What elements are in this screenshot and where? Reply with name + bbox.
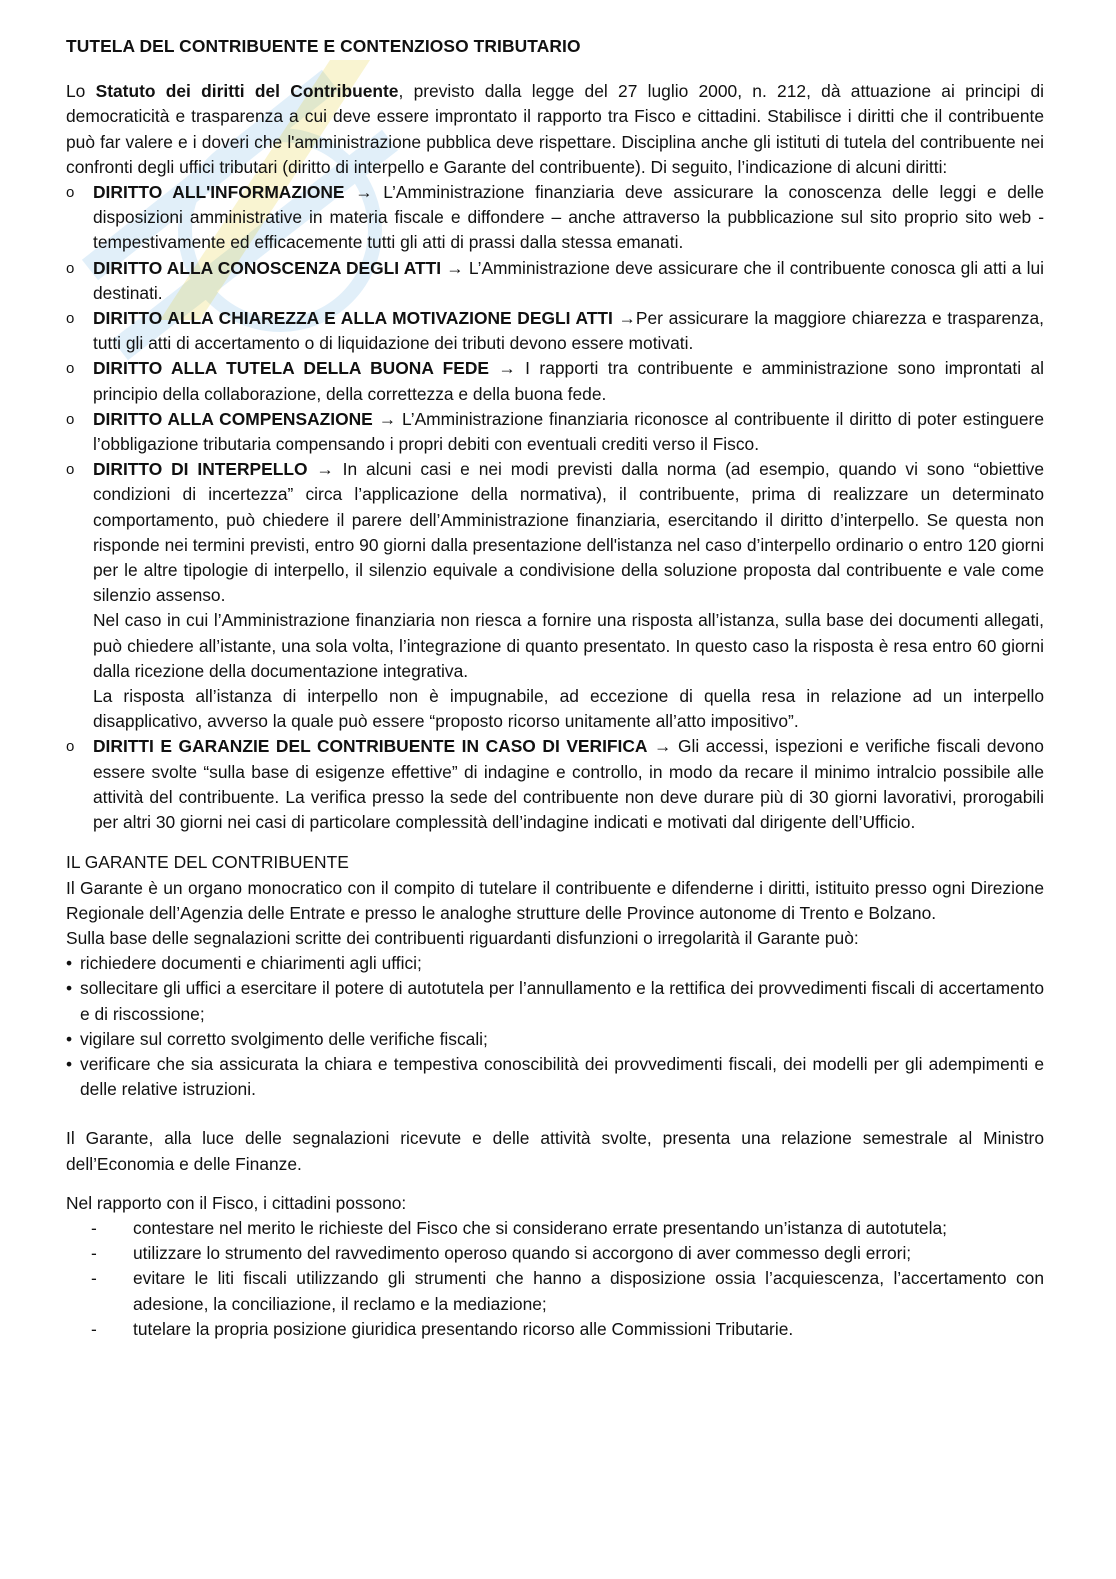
- dot-glyph: •: [66, 978, 73, 999]
- intro-before: Lo: [66, 81, 96, 102]
- garante-paragraph-2: Sulla base delle segnalazioni scritte dei contribuenti riguardanti disfunzioni o irregolarità il Garante può:: [66, 927, 859, 948]
- rapporto-item: [91, 1241, 1044, 1266]
- right-text: → I rapporti tra contribuente e amministrazione sono improntati al principio della collaborazione, della correttezza e della buona fede.: [93, 358, 1044, 404]
- power-text: richiedere documenti e chiarimenti agli uffici;: [80, 953, 422, 974]
- power-text: sollecitare gli uffici a esercitare il potere di autotutela per l’annullamento e la rettifica dei provvedimenti fiscali di accertamento e di riscossione;: [80, 978, 1044, 1024]
- dash-glyph: -: [91, 1268, 97, 1289]
- bullet-glyph: o: [66, 738, 75, 756]
- right-text: → L’Amministrazione finanziaria riconosce al contribuente il diritto di poter estinguere l’obbligazione tributaria compensando i propri debiti con eventuali crediti verso il Fisco.: [93, 408, 1044, 455]
- power-text: verificare che sia assicurata la chiara e tempestiva conoscibilità dei provvedimenti fiscali, dei modelli per gli adempimenti e delle relative istruzioni.: [80, 1053, 1044, 1100]
- dash-glyph: -: [91, 1243, 97, 1264]
- garante-heading: IL GARANTE DEL CONTRIBUENTE: [66, 852, 349, 873]
- garante-paragraph-1: Il Garante è un organo monocratico con il compito di tutelare il contribuente e difenderne i diritti, istituito presso ogni Direzione Regionale dell’Agenzia delle Entrate e presso le analoghe strutture delle Province autonome di Trento e Bolzano.: [66, 877, 1044, 923]
- bullet-glyph: o: [66, 259, 75, 277]
- right-item: [66, 407, 1044, 457]
- rapporto-lead: Nel rapporto con il Fisco, i cittadini possono:: [66, 1192, 407, 1213]
- bullet-glyph: o: [66, 184, 75, 202]
- dot-glyph: •: [66, 1053, 73, 1074]
- intro-bold: Statuto dei diritti del Contribuente: [95, 81, 399, 102]
- bullet-glyph: o: [66, 310, 75, 328]
- right-text: →Per assicurare la maggiore chiarezza e trasparenza, tutti gli atti di accertamento o di liquidazione dei tributi devono essere motivati.: [93, 308, 1044, 354]
- rapporto-text: evitare le liti fiscali utilizzando gli strumenti che hanno a disposizione ossia l’acquiescenza, l’accertamento con adesione, la conciliazione, il reclamo e la mediazione;: [133, 1268, 1044, 1314]
- dash-glyph: -: [91, 1217, 97, 1238]
- power-item: [66, 976, 1044, 1026]
- bullet-glyph: o: [66, 461, 75, 479]
- right-item: [66, 457, 1044, 734]
- rapporto-text: utilizzare lo strumento del ravvedimento operoso quando si accorgono di aver commesso degli errori;: [133, 1243, 912, 1264]
- power-item: [66, 951, 1044, 976]
- garante-powers-list: [66, 951, 1044, 1102]
- right-name: DIRITTO ALLA CONOSCENZA DEGLI ATTI: [93, 257, 442, 278]
- right-name: DIRITTO ALLA TUTELA DELLA BUONA FEDE: [93, 358, 490, 379]
- bullet-glyph: o: [66, 410, 75, 428]
- right-name: DIRITTO ALL'INFORMAZIONE: [93, 182, 345, 203]
- right-item: [66, 180, 1044, 256]
- dash-glyph: -: [91, 1318, 97, 1339]
- right-text: → L’Amministrazione deve assicurare che il contribuente conosca gli atti a lui destinati.: [93, 257, 1044, 303]
- rapporto-item: [91, 1216, 1044, 1241]
- rapporto-list: [66, 1216, 1044, 1342]
- right-item: [66, 256, 1044, 306]
- rapporto-text: contestare nel merito le richieste del Fisco che si considerano errate presentando un’istanza di autotutela;: [133, 1217, 947, 1238]
- right-name: DIRITTO ALLA COMPENSAZIONE: [93, 408, 373, 429]
- rapporto-item: [91, 1266, 1044, 1316]
- intro-after: , previsto dalla legge del 27 luglio 2000, n. 212, dà attuazione ai principi di democraticità e trasparenza a cui deve essere improntato il rapporto tra Fisco e cittadini. Stabilisce i diritti che il contribuente può far valere e i doveri che l'amministrazione pubblica deve rispettare. Disciplina anche gli istituti di tutela del contribuente nei confronti degli uffici tributari (diritto di interpello e Garante del contribuente). Di seguito, l’indicazione di alcuni diritti:: [66, 81, 1044, 177]
- right-name: DIRITTO ALLA CHIAREZZA E ALLA MOTIVAZIONE DEGLI ATTI: [93, 308, 613, 329]
- rapporto-text: tutelare la propria posizione giuridica presentando ricorso alle Commissioni Tributarie.: [133, 1318, 794, 1339]
- rapporto-item: [91, 1317, 1044, 1342]
- right-text: → In alcuni casi e nei modi previsti dalla norma (ad esempio, quando vi sono “obiettive condizioni di incertezza” circa l’applicazione della normativa), il contribuente, prima di realizzare un determinato comportamento, può chiedere il parere dell’Amministrazione finanziaria, esercitando il diritto d’interpello. Se questa non risponde nei termini previsti, entro 90 giorni dalla presentazione dell'istanza nel caso d’interpello ordinario o entro 120 giorni per le altre tipologie di interpello, il silenzio equivale a condivisione della soluzione proposta dal contribuente e vale come silenzio assenso.: [93, 459, 1045, 606]
- garante-paragraph-3: Il Garante, alla luce delle segnalazioni ricevute e delle attività svolte, presenta una relazione semestrale al Ministro dell’Economia e delle Finanze.: [66, 1128, 1044, 1174]
- intro-paragraph: [66, 79, 1044, 180]
- power-item: [66, 1052, 1044, 1102]
- interpello-extra-1: Nel caso in cui l’Amministrazione finanziaria non riesca a fornire una risposta all’istanza, sulla base dei documenti allegati, può chiedere all’istante, una sola volta, l’integrazione di quanto presentato. In questo caso la risposta è resa entro 60 giorni dalla ricezione della documentazione integrativa.: [93, 610, 1044, 681]
- right-item: [66, 306, 1044, 356]
- right-item: [66, 734, 1044, 835]
- power-item: [66, 1027, 1044, 1052]
- right-name: DIRITTO DI INTERPELLO: [93, 459, 308, 480]
- document-title: TUTELA DEL CONTRIBUENTE E CONTENZIOSO TRIBUTARIO: [66, 36, 581, 56]
- right-item: [66, 356, 1044, 406]
- right-name: DIRITTI E GARANZIE DEL CONTRIBUENTE IN CASO DI VERIFICA: [93, 736, 648, 757]
- power-text: vigilare sul corretto svolgimento delle verifiche fiscali;: [80, 1028, 488, 1049]
- rights-list: [66, 180, 1044, 835]
- interpello-extra-2: La risposta all’istanza di interpello non è impugnabile, ad eccezione di quella resa in relazione ad un interpello disapplicativo, avverso la quale può essere “proposto ricorso unitamente all’atto impositivo”.: [93, 686, 1044, 732]
- bullet-glyph: o: [66, 360, 75, 378]
- right-text: → Gli accessi, ispezioni e verifiche fiscali devono essere svolte “sulla base di esigenze effettive” di indagine e controllo, in modo da recare il minimo intralcio possibile alle attività del contribuente. La verifica presso la sede del contribuente non deve durare più di 30 giorni lavorativi, prorogabili per altri 30 giorni nei casi di particolare complessità dell’indagine indicati e motivati dal dirigente dell’Ufficio.: [93, 736, 1044, 833]
- document-page: [66, 34, 1044, 1342]
- dot-glyph: •: [66, 1028, 73, 1049]
- right-text: → L’Amministrazione finanziaria deve assicurare la conoscenza delle leggi e delle disposizioni amministrative in materia fiscale e diffondere – anche attraverso la pubblicazione sul sito proprio sito web - tempestivamente ed efficacemente tutti gli atti di prassi dalla stessa emanati.: [93, 182, 1044, 253]
- dot-glyph: •: [66, 953, 73, 974]
